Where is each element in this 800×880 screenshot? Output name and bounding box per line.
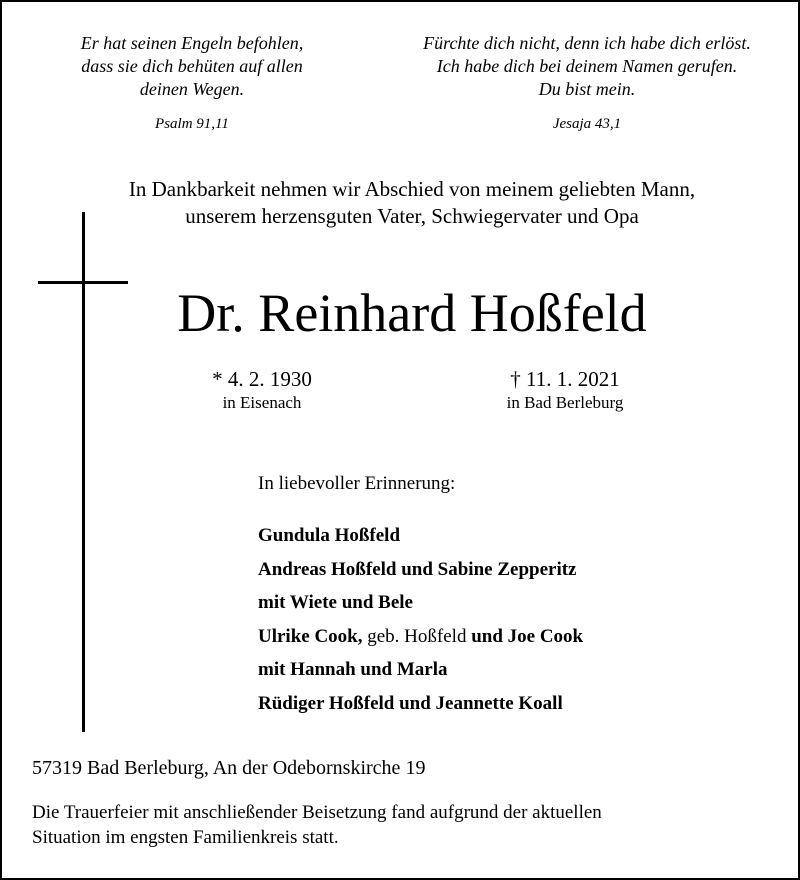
- verse-reference: Psalm 91,11: [155, 116, 229, 132]
- family-name-part: Ulrike Cook,: [258, 625, 363, 647]
- family-member: Andreas Hoßfeld und Sabine Zepperitz: [258, 558, 577, 580]
- memory-heading: In liebevoller Erinnerung:: [258, 473, 456, 494]
- family-member: mit Hannah und Marla: [258, 659, 448, 680]
- verse-line: dass sie dich behüten auf allen: [81, 56, 303, 76]
- verse-reference: Jesaja 43,1: [552, 116, 622, 132]
- farewell-intro: [52, 176, 772, 230]
- family-list: [258, 519, 583, 720]
- deceased-name: Dr. Reinhard Hoßfeld: [177, 283, 647, 343]
- verse-line: Fürchte dich nicht, denn ich habe dich erlöst.: [423, 33, 751, 53]
- verse-line: deinen Wegen.: [139, 79, 245, 99]
- bible-verse-left: [42, 32, 342, 136]
- family-member: [258, 620, 583, 654]
- bible-verse-right: [387, 32, 787, 136]
- death-info: [455, 366, 675, 414]
- funeral-note: [32, 800, 772, 850]
- family-name-part: geb. Hoßfeld: [362, 625, 472, 647]
- verse-line: Du bist mein.: [538, 79, 636, 99]
- intro-line: In Dankbarkeit nehmen wir Abschied von meinem geliebten Mann,: [128, 177, 696, 201]
- birth-info: [152, 366, 372, 414]
- intro-line: unserem herzensguten Vater, Schwiegervater und Opa: [185, 204, 639, 228]
- family-member: Rüdiger Hoßfeld und Jeannette Koall: [258, 692, 563, 714]
- address: 57319 Bad Berleburg, An der Odebornskirche 19: [32, 757, 426, 779]
- death-place: in Bad Berleburg: [506, 393, 624, 412]
- verse-line: Er hat seinen Engeln befohlen,: [80, 33, 304, 53]
- family-member: mit Wiete und Bele: [258, 592, 413, 613]
- family-name-part: und Joe Cook: [471, 625, 584, 647]
- birth-date: * 4. 2. 1930: [212, 367, 312, 391]
- cross-icon: [82, 212, 85, 732]
- family-member: Gundula Hoßfeld: [258, 525, 401, 546]
- note-line: Situation im engsten Familienkreis statt.: [32, 827, 339, 848]
- verse-line: Ich habe dich bei deinem Namen gerufen.: [436, 56, 738, 76]
- birth-place: in Eisenach: [222, 393, 302, 412]
- note-line: Die Trauerfeier mit anschließender Beisetzung fand aufgrund der aktuellen: [32, 802, 602, 823]
- death-date: † 11. 1. 2021: [510, 367, 620, 391]
